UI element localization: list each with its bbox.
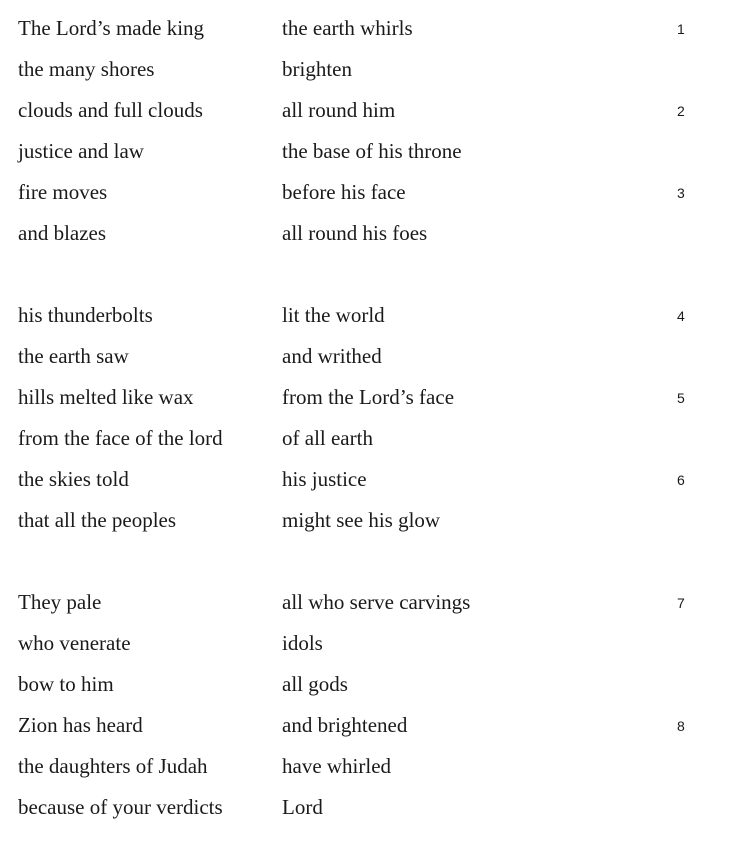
line-second-half: the base of his throne [282,139,462,163]
line-first-half: the earth saw [18,344,129,368]
verse-number: 6 [677,472,685,488]
line-first-half: bow to him [18,672,114,696]
line-first-half: from the face of the lord [18,426,223,450]
line-second-half: all who serve carvings [282,590,471,614]
line-second-half: his justice [282,467,367,491]
verse-number: 7 [677,595,685,611]
verse-number: 8 [677,718,685,734]
verse-number: 4 [677,308,685,324]
line-second-half: have whirled [282,754,392,778]
line-first-half: the daughters of Judah [18,754,208,778]
poem-line [0,123,732,164]
line-second-half: from the Lord’s face [282,385,455,409]
line-second-half: all gods [282,672,348,696]
poem-line [0,41,732,82]
poem-line [0,328,732,369]
line-first-half: The Lord’s made king [18,16,205,40]
verse-number: 1 [677,21,685,37]
poem-line [0,369,732,410]
line-first-half: and blazes [18,221,107,245]
poem-line [0,738,732,779]
poem-line [0,164,732,205]
poem-line [0,451,732,492]
stanza-3 [0,574,732,820]
verse-number: 2 [677,103,685,119]
poem-line [0,615,732,656]
line-second-half: lit the world [282,303,385,327]
poem-line [0,205,732,246]
poem-line [0,492,732,533]
stanza-2 [0,287,732,533]
line-first-half: hills melted like wax [18,385,194,409]
line-first-half: Zion has heard [18,713,143,737]
line-second-half: all round him [282,98,396,122]
line-first-half: justice and law [18,139,144,163]
line-first-half: They pale [18,590,102,614]
line-first-half: the many shores [18,57,155,81]
poem-line [0,0,732,41]
poem-line [0,574,732,615]
poem-line [0,656,732,697]
line-first-half: because of your verdicts [18,795,223,819]
poem-line [0,82,732,123]
line-first-half: the skies told [18,467,129,491]
line-second-half: and brightened [282,713,408,737]
stanza-1 [0,0,732,246]
verse-number: 3 [677,185,685,201]
line-second-half: idols [282,631,323,655]
line-second-half: of all earth [282,426,373,450]
line-first-half: his thunderbolts [18,303,153,327]
line-second-half: brighten [282,57,352,81]
line-second-half: before his face [282,180,406,204]
line-first-half: clouds and full clouds [18,98,203,122]
poem-line [0,779,732,820]
poem-line [0,287,732,328]
line-second-half: all round his foes [282,221,428,245]
line-first-half: who venerate [18,631,131,655]
verse-number: 5 [677,390,685,406]
poem-line [0,697,732,738]
poem-line [0,410,732,451]
line-second-half: and writhed [282,344,382,368]
line-second-half: might see his glow [282,508,441,532]
line-second-half: the earth whirls [282,16,413,40]
line-first-half: that all the peoples [18,508,177,532]
line-first-half: fire moves [18,180,108,204]
line-second-half: Lord [282,795,323,819]
